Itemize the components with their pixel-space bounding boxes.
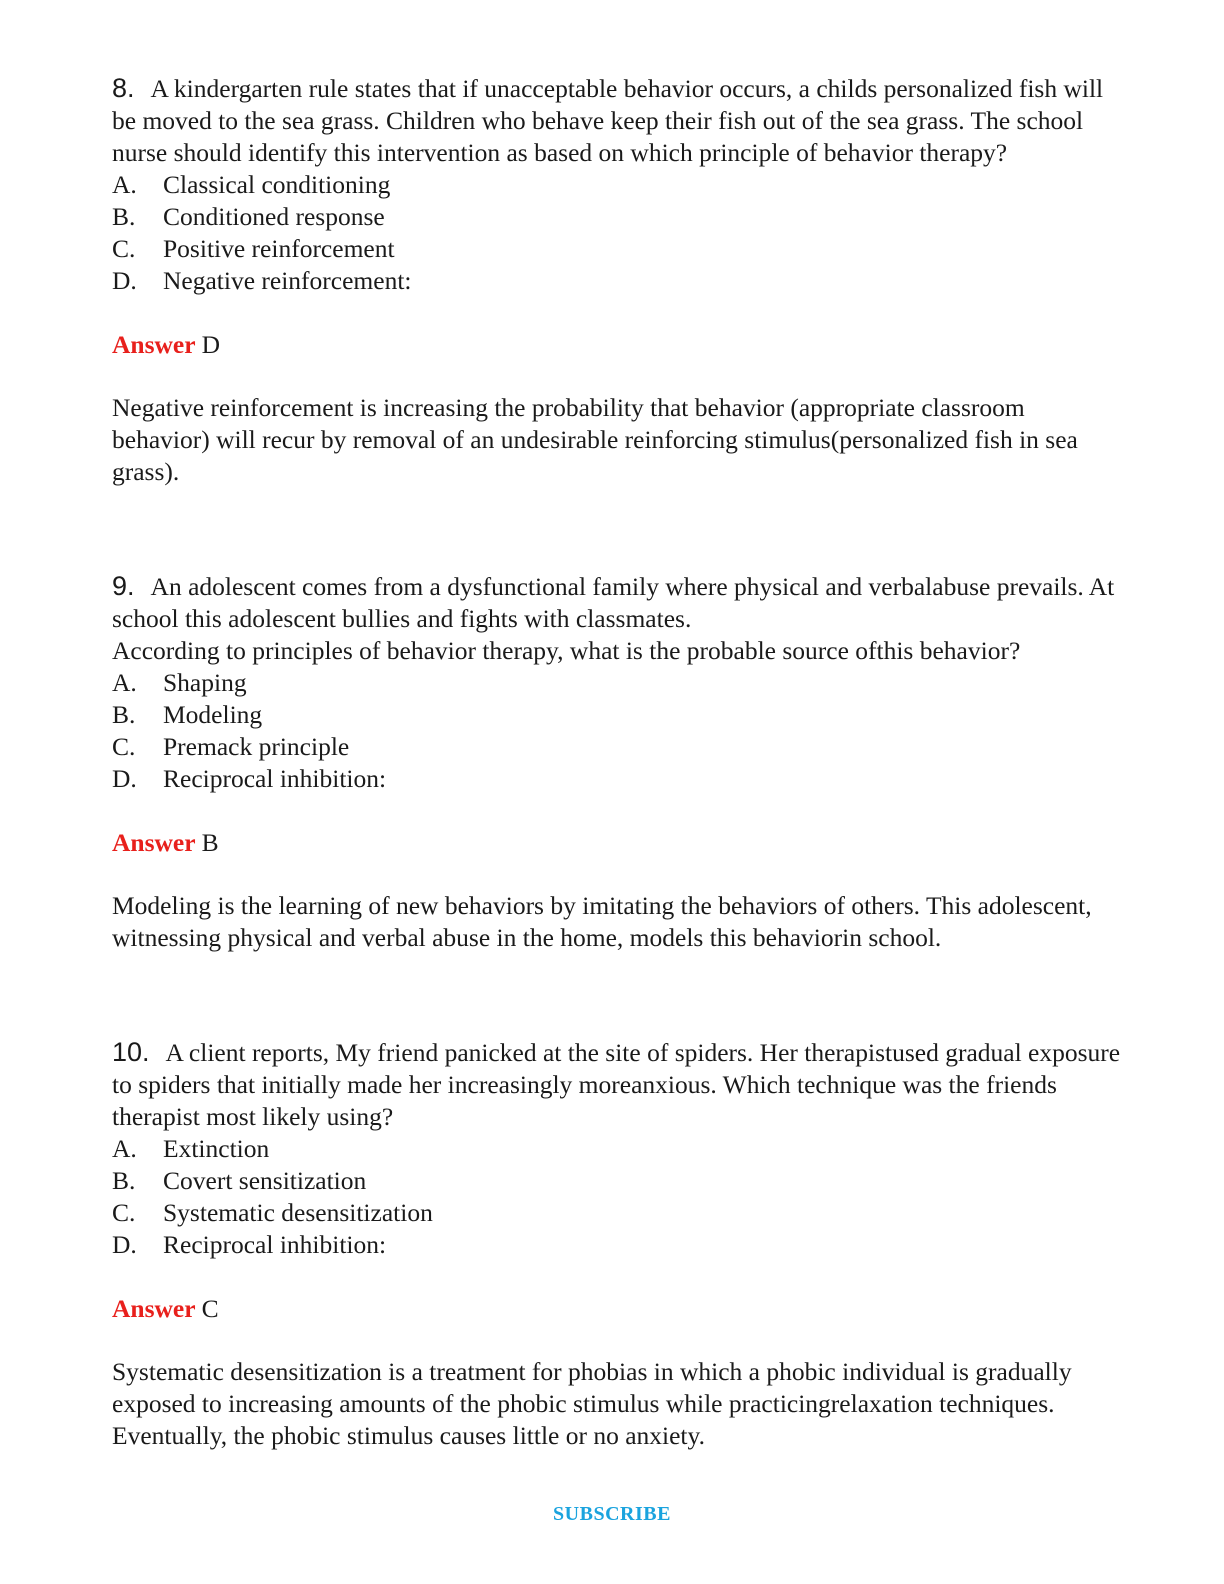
option-b [112, 699, 1122, 731]
question-number: 9. [112, 571, 135, 601]
question-text: An adolescent comes from a dysfunctional family where physical and verbalabuse prevails. At school this adolescent bullies and fights with classmates. [112, 572, 1115, 633]
question-text-continued: According to principles of behavior therapy, what is the probable source ofthis behavior? [112, 636, 1021, 665]
option-letter: D. [112, 1230, 137, 1259]
option-letter: A. [112, 170, 137, 199]
answer-line [112, 329, 1122, 361]
option-text: Premack principle [163, 732, 350, 761]
answer-value: B [201, 828, 219, 857]
answer-explanation: Systematic desensitization is a treatment for phobias in which a phobic individual is gradually exposed to increasing amounts of the phobic stimulus while practicingrelaxation techniques. Eventually, the phobic stimulus causes little or no anxiety. [112, 1357, 1072, 1450]
option-text: Reciprocal inhibition: [163, 764, 387, 793]
question-9 [112, 570, 1122, 954]
option-d [112, 763, 1122, 795]
option-letter: C. [112, 732, 136, 761]
option-b [112, 1165, 1122, 1197]
option-text: Negative reinforcement: [163, 266, 412, 295]
question-number: 10. [112, 1037, 150, 1067]
document-page [112, 72, 1122, 1452]
answer-line [112, 1293, 1122, 1325]
answer-value: C [201, 1294, 219, 1323]
answer-options [112, 667, 1122, 795]
answer-value: D [201, 330, 220, 359]
question-stem [112, 1036, 1122, 1133]
option-a [112, 169, 1122, 201]
option-c [112, 1197, 1122, 1229]
option-text: Covert sensitization [163, 1166, 367, 1195]
option-d [112, 265, 1122, 297]
question-text: A client reports, My friend panicked at the site of spiders. Her therapistused gradual exposure to spiders that initially made her increasingly moreanxious. Which technique was the friends therapist most likely using? [112, 1038, 1121, 1131]
answer-label: Answer [112, 330, 196, 359]
answer-options [112, 169, 1122, 297]
option-c [112, 233, 1122, 265]
option-text: Extinction [163, 1134, 270, 1163]
answer-label: Answer [112, 828, 196, 857]
option-d [112, 1229, 1122, 1261]
option-b [112, 201, 1122, 233]
option-letter: A. [112, 668, 137, 697]
option-a [112, 1133, 1122, 1165]
option-text: Shaping [163, 668, 247, 697]
option-text: Reciprocal inhibition: [163, 1230, 387, 1259]
option-letter: A. [112, 1134, 137, 1163]
answer-line [112, 827, 1122, 859]
option-letter: C. [112, 1198, 136, 1227]
answer-explanation: Modeling is the learning of new behaviors by imitating the behaviors of others. This adolescent, witnessing physical and verbal abuse in the home, models this behaviorin school. [112, 891, 1092, 952]
option-text: Conditioned response [163, 202, 385, 231]
question-stem [112, 570, 1122, 635]
question-8 [112, 72, 1122, 488]
question-text: A kindergarten rule states that if unacceptable behavior occurs, a childs personalized fish will be moved to the sea grass. Children who behave keep their fish out of the sea grass. The school nurse should identify this intervention as based on which principle of behavior therapy? [112, 74, 1104, 167]
question-10 [112, 1036, 1122, 1452]
answer-label: Answer [112, 1294, 196, 1323]
option-text: Modeling [163, 700, 263, 729]
option-letter: B. [112, 700, 136, 729]
option-letter: D. [112, 266, 137, 295]
option-letter: C. [112, 234, 136, 263]
option-text: Classical conditioning [163, 170, 391, 199]
question-number: 8. [112, 73, 135, 103]
option-a [112, 667, 1122, 699]
option-text: Positive reinforcement [163, 234, 395, 263]
option-text: Systematic desensitization [163, 1198, 433, 1227]
option-letter: D. [112, 764, 137, 793]
subscribe-link[interactable]: SUBSCRIBE [553, 1503, 671, 1525]
answer-explanation: Negative reinforcement is increasing the probability that behavior (appropriate classroom behavior) will recur by removal of an undesirable reinforcing stimulus(personalized fish in sea grass). [112, 393, 1078, 486]
option-letter: B. [112, 202, 136, 231]
option-c [112, 731, 1122, 763]
question-stem [112, 72, 1122, 169]
option-letter: B. [112, 1166, 136, 1195]
answer-options [112, 1133, 1122, 1261]
